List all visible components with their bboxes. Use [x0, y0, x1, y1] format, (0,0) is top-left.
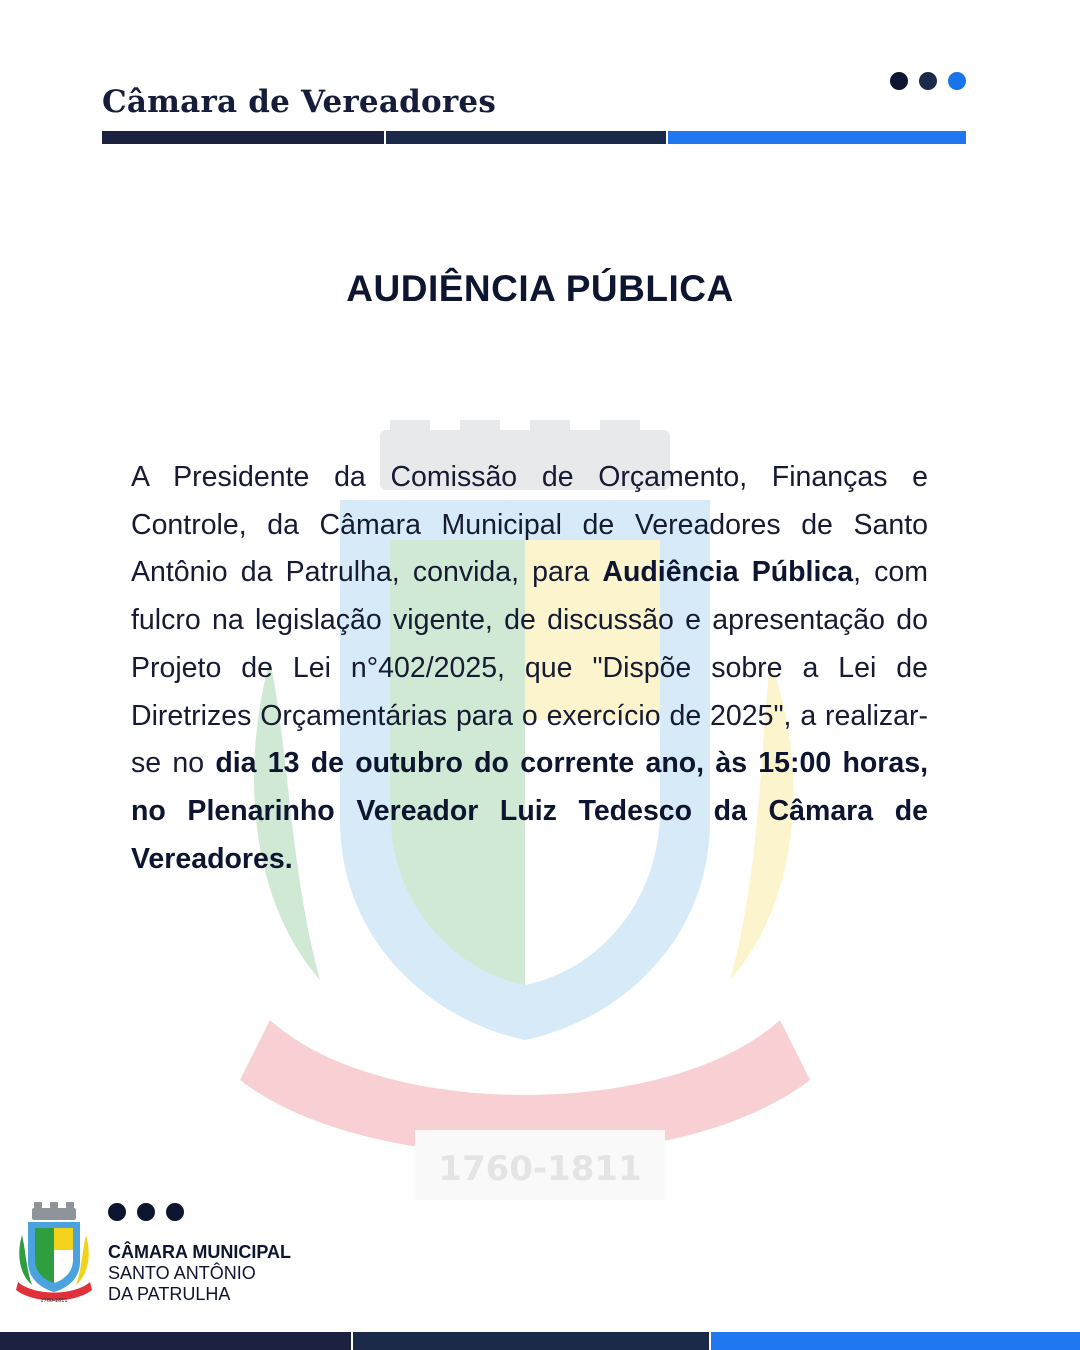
paragraph-bold-details: dia 13 de outubro do corrente ano, às 15:00 horas, no Plenarinho Vereador Luiz Tedesco da Câmara de Vereadores.	[131, 747, 928, 875]
paragraph-text-1: A Presidente da Comissão de Orçamento, Finanças e Controle, da Câmara Municipal de Vereadores de Santo Antônio da Patrulha, convida, para	[131, 461, 928, 589]
municipal-coat-of-arms-logo	[14, 1200, 94, 1305]
header-bar-segment-3	[668, 131, 966, 144]
header-dot-1	[890, 72, 908, 90]
header-title: Câmara de Vereadores	[102, 84, 496, 120]
footer-bar-segment-2	[353, 1332, 709, 1350]
footer-divider-bar	[0, 1332, 1080, 1350]
footer-line-1: CÂMARA MUNICIPAL	[108, 1242, 291, 1262]
footer-dot-1	[108, 1203, 126, 1221]
footer-bar-segment-3	[711, 1332, 1080, 1350]
header-divider-bar	[102, 131, 966, 144]
footer-dot-2	[137, 1203, 155, 1221]
footer-institution-name	[108, 1242, 291, 1305]
page-title: AUDIÊNCIA PÚBLICA	[346, 268, 734, 309]
footer-dot-3	[166, 1203, 184, 1221]
footer-line-3: DA PATRULHA	[108, 1284, 231, 1304]
header-dots-decoration	[890, 72, 966, 90]
footer-bar-segment-1	[0, 1332, 351, 1350]
header-dot-3	[948, 72, 966, 90]
watermark-years: 1760-1811	[438, 1149, 642, 1189]
header-bar-segment-1	[102, 131, 384, 144]
paragraph-text-2: , com fulcro na legislação vigente, de discussão e apresentação do Projeto de Lei n°402/2025, que "Dispõe sobre a Lei de Diretrizes Orçamentárias para o exercício de 2025", a realizar-se no	[131, 556, 929, 780]
header-bar-segment-2	[386, 131, 666, 144]
header-dot-2	[919, 72, 937, 90]
footer-dots-decoration	[108, 1203, 184, 1221]
footer-line-2: SANTO ANTÔNIO	[108, 1263, 256, 1283]
announcement-paragraph	[131, 454, 928, 883]
logo-years: 1760-1811	[40, 1298, 68, 1304]
paragraph-bold-event: Audiência Pública	[602, 556, 854, 589]
